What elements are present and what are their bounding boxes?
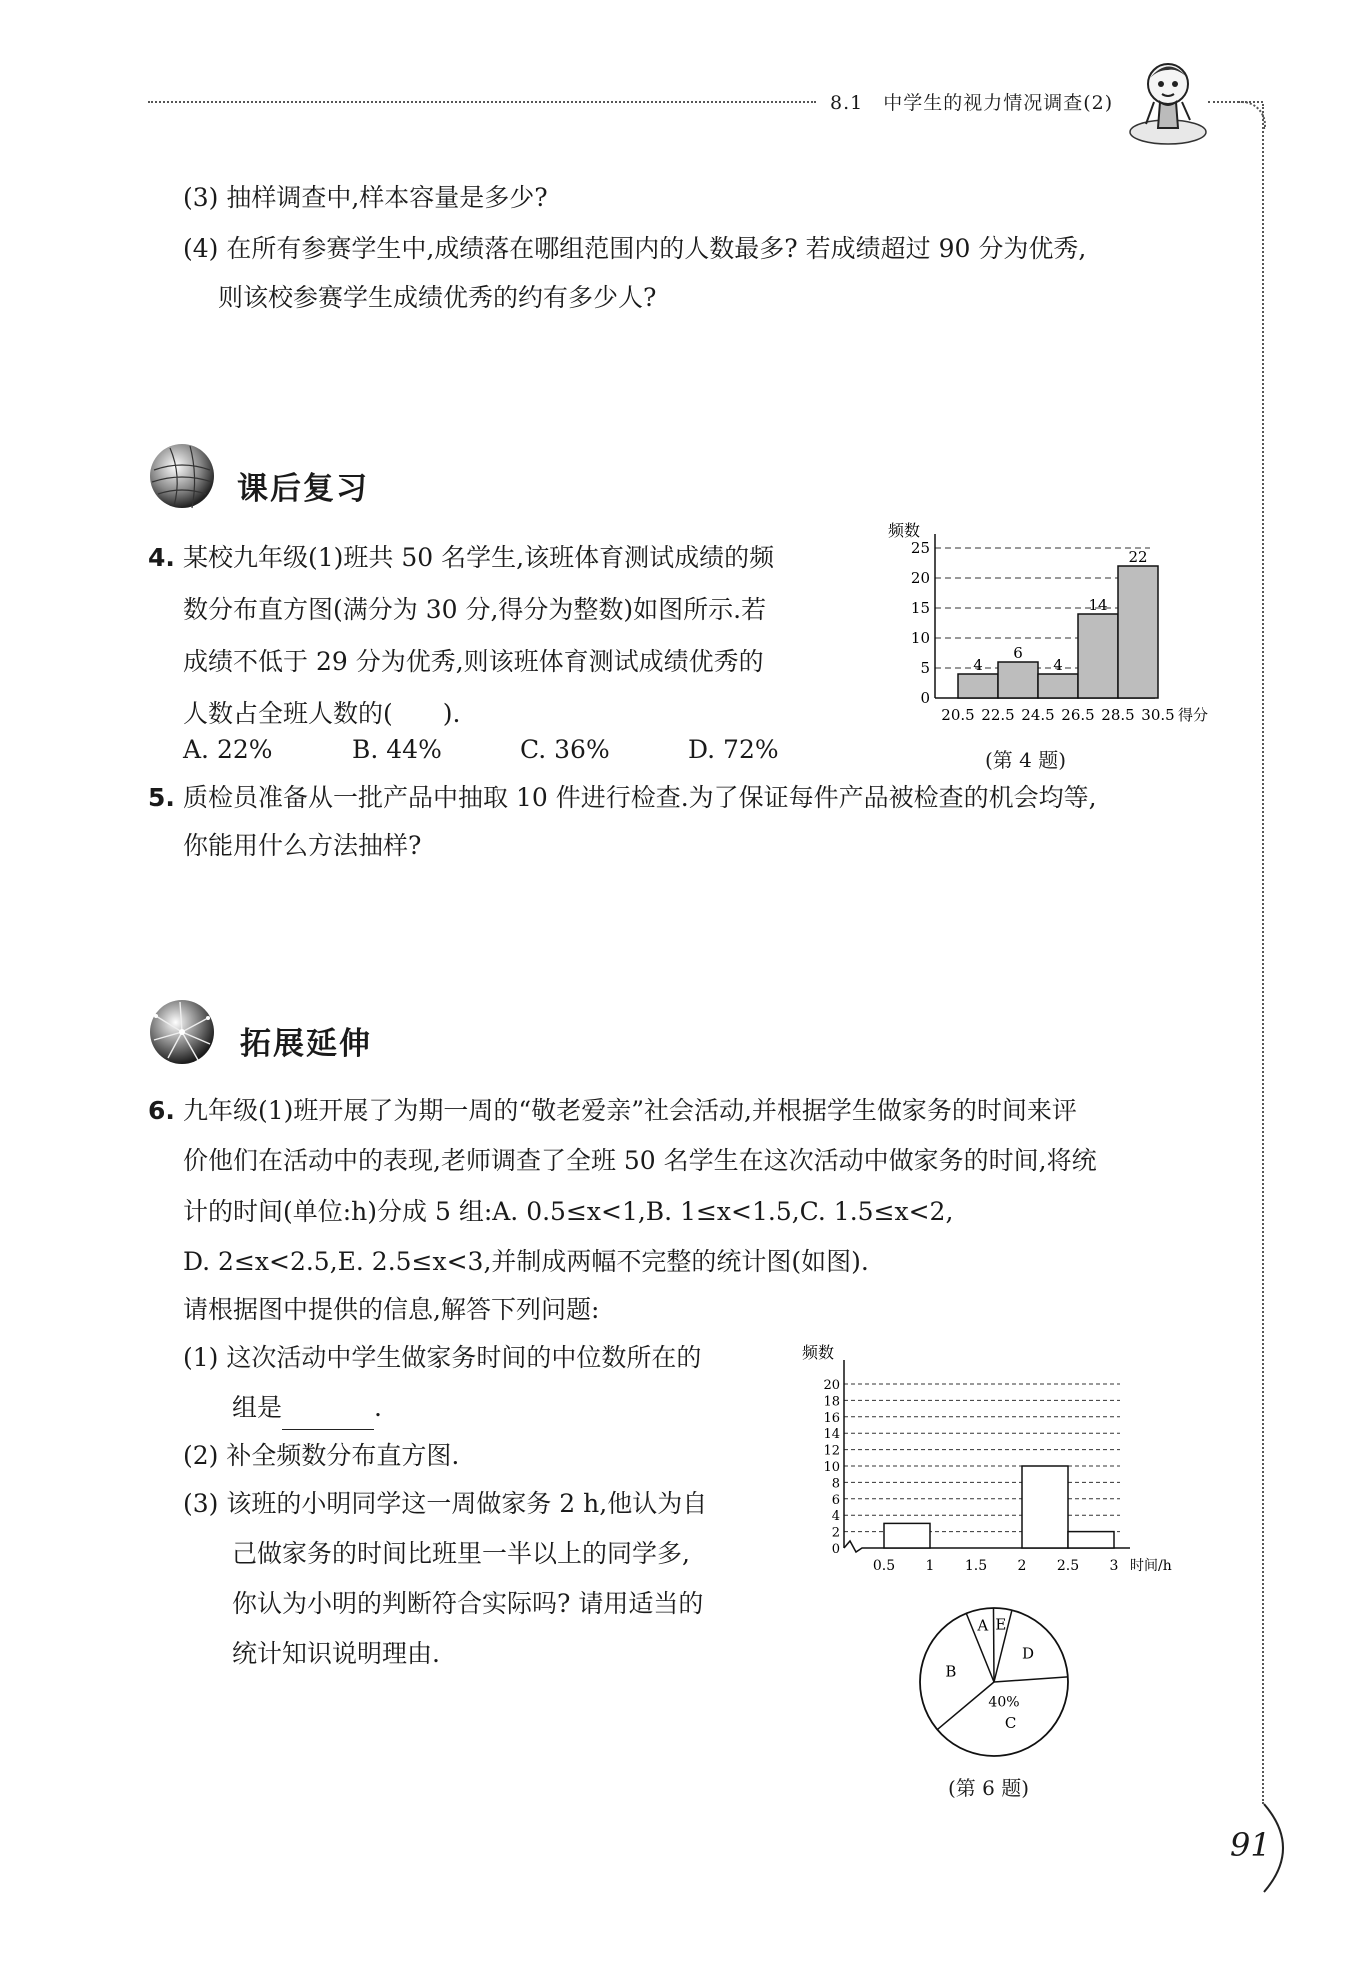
histogram-bar bbox=[998, 662, 1038, 698]
histogram-bar bbox=[958, 674, 998, 698]
bar-data-label: 4 bbox=[973, 656, 983, 674]
x-tick-label: 1.5 bbox=[964, 1558, 988, 1574]
problem-4-option-c: C. 36% bbox=[520, 735, 610, 764]
y-tick-label: 15 bbox=[910, 599, 930, 617]
section-title-review: 课后复习 bbox=[237, 471, 369, 507]
bar-data-label: 22 bbox=[1128, 548, 1148, 566]
header-right-dotted-line bbox=[1208, 101, 1263, 103]
x-tick-label: 28.5 bbox=[1101, 706, 1135, 724]
y-tick-label: 0 bbox=[920, 689, 930, 707]
x-axis-label: 时间/h bbox=[1130, 1558, 1172, 1574]
x-tick-label: 22.5 bbox=[981, 706, 1015, 724]
review-globe-icon bbox=[146, 440, 218, 512]
header-dotted-line bbox=[148, 101, 816, 103]
extend-globe-icon bbox=[146, 996, 218, 1068]
bar-data-label: 14 bbox=[1088, 596, 1108, 614]
y-tick-label: 10 bbox=[910, 629, 930, 647]
problem-6-sub3-line3: 你认为小明的判断符合实际吗? 请用适当的 bbox=[232, 1589, 704, 1618]
y-tick-label: 25 bbox=[910, 539, 930, 557]
x-tick-label: 26.5 bbox=[1061, 706, 1095, 724]
question-4-line2: 则该校参赛学生成绩优秀的约有多少人? bbox=[218, 283, 657, 312]
x-tick-label: 2.5 bbox=[1056, 1558, 1080, 1574]
histogram-bar bbox=[1038, 674, 1078, 698]
y-tick-label: 2 bbox=[831, 1525, 840, 1541]
y-tick-label: 10 bbox=[823, 1460, 840, 1475]
histogram-bar bbox=[1022, 1466, 1068, 1548]
x-tick-label: 0.5 bbox=[872, 1558, 896, 1574]
y-axis-label: 频数 bbox=[802, 1343, 835, 1362]
bar-data-label: 4 bbox=[1053, 656, 1063, 674]
page-number-arc bbox=[1262, 1800, 1302, 1900]
problem-6-line4: D. 2≤x<2.5,E. 2.5≤x<3,并制成两幅不完整的统计图(如图). bbox=[183, 1247, 869, 1276]
problem-4-number: 4. bbox=[148, 543, 175, 572]
x-axis-label: 得分 bbox=[1178, 706, 1209, 724]
histogram-bar bbox=[1068, 1532, 1114, 1548]
x-tick-label: 2 bbox=[1017, 1558, 1027, 1574]
pie-slice-label: D bbox=[1021, 1644, 1035, 1663]
pie-percent-label: 40% bbox=[988, 1694, 1020, 1711]
mascot-icon bbox=[1124, 52, 1210, 148]
header-section-title: 8.1 中学生的视力情况调查(2) bbox=[830, 92, 1114, 114]
problem-4-option-d: D. 72% bbox=[688, 735, 779, 764]
y-tick-label: 18 bbox=[823, 1394, 840, 1410]
sub1-prefix: 组是 bbox=[232, 1393, 283, 1422]
x-tick-label: 1 bbox=[925, 1558, 935, 1574]
pie-slice-label: E bbox=[995, 1615, 1007, 1634]
y-tick-label: 16 bbox=[823, 1410, 840, 1426]
x-tick-label: 24.5 bbox=[1021, 706, 1055, 724]
problem-6-number: 6. bbox=[148, 1096, 175, 1125]
y-tick-label: 20 bbox=[910, 569, 930, 587]
problem-6-line2: 价他们在活动中的表现,老师调查了全班 50 名学生在这次活动中做家务的时间,将统 bbox=[183, 1146, 1097, 1175]
pie-slice-label: C bbox=[1004, 1714, 1017, 1733]
problem-4-line3: 成绩不低于 29 分为优秀,则该班体育测试成绩优秀的 bbox=[183, 647, 764, 676]
y-tick-label: 0 bbox=[831, 1542, 840, 1557]
y-tick-label: 20 bbox=[823, 1378, 840, 1393]
y-tick-label: 6 bbox=[831, 1492, 840, 1508]
problem-5-number: 5. bbox=[148, 783, 175, 812]
bar-data-label: 6 bbox=[1013, 644, 1023, 662]
problem-4-histogram bbox=[880, 510, 1210, 730]
problem-5-line2: 你能用什么方法抽样? bbox=[183, 831, 422, 860]
y-tick-label: 5 bbox=[920, 659, 930, 677]
x-tick-label: 20.5 bbox=[941, 706, 975, 724]
y-axis-label: 频数 bbox=[888, 521, 921, 540]
y-tick-label: 8 bbox=[831, 1476, 840, 1492]
answer-blank[interactable] bbox=[282, 1403, 374, 1430]
problem-6-sub1-line2 bbox=[232, 1386, 382, 1430]
histogram-bar bbox=[884, 1523, 930, 1548]
problem-5-line1: 质检员准备从一批产品中抽取 10 件进行检查.为了保证每件产品被检查的机会均等, bbox=[183, 783, 1097, 812]
page-number: 91 bbox=[1230, 1826, 1271, 1864]
y-tick-label: 12 bbox=[823, 1443, 840, 1459]
pie-slice-label: B bbox=[945, 1662, 957, 1681]
histogram-bar bbox=[1078, 614, 1118, 698]
problem-6-line5: 请根据图中提供的信息,解答下列问题: bbox=[183, 1295, 600, 1324]
problem-4-line1: 某校九年级(1)班共 50 名学生,该班体育测试成绩的频 bbox=[183, 543, 775, 572]
problem-4-option-b: B. 44% bbox=[352, 735, 442, 764]
question-3: (3) 抽样调查中,样本容量是多少? bbox=[183, 183, 548, 212]
x-tick-label: 3 bbox=[1109, 1558, 1119, 1574]
x-tick-label: 30.5 bbox=[1141, 706, 1175, 724]
problem-6-pie-chart bbox=[900, 1588, 1100, 1768]
problem-4-option-a: A. 22% bbox=[183, 735, 273, 764]
problem-6-histogram bbox=[800, 1340, 1200, 1590]
problem-6-sub3-line1: (3) 该班的小明同学这一周做家务 2 h,他认为自 bbox=[183, 1489, 708, 1518]
problem-6-sub3-line4: 统计知识说明理由. bbox=[232, 1639, 440, 1668]
problem-6-sub2: (2) 补全频数分布直方图. bbox=[183, 1441, 460, 1470]
pie-slice-label: A bbox=[977, 1616, 989, 1635]
problem-6-line1: 九年级(1)班开展了为期一周的“敬老爱亲”社会活动,并根据学生做家务的时间来评 bbox=[183, 1096, 1077, 1125]
page-right-border bbox=[1262, 104, 1264, 1804]
y-tick-label: 4 bbox=[831, 1509, 840, 1525]
problem-4-line4: 人数占全班人数的( ). bbox=[183, 699, 461, 728]
pie-divider bbox=[993, 1608, 994, 1682]
problem-6-line3: 计的时间(单位:h)分成 5 组:A. 0.5≤x<1,B. 1≤x<1.5,C. 1.5≤x<2, bbox=[183, 1197, 954, 1226]
problem-6-sub1-line1: (1) 这次活动中学生做家务时间的中位数所在的 bbox=[183, 1343, 702, 1372]
sub1-suffix: . bbox=[374, 1393, 382, 1422]
y-tick-label: 14 bbox=[823, 1427, 840, 1443]
problem-4-line2: 数分布直方图(满分为 30 分,得分为整数)如图所示.若 bbox=[183, 595, 767, 624]
problem-6-sub3-line2: 己做家务的时间比班里一半以上的同学多, bbox=[232, 1539, 690, 1568]
problem-6-caption: (第 6 题) bbox=[948, 1776, 1030, 1800]
histogram-bar bbox=[1118, 566, 1158, 698]
question-4-line1: (4) 在所有参赛学生中,成绩落在哪组范围内的人数最多? 若成绩超过 90 分为优秀, bbox=[183, 234, 1087, 263]
problem-4-caption: (第 4 题) bbox=[985, 748, 1067, 772]
section-title-extend: 拓展延伸 bbox=[240, 1026, 372, 1062]
